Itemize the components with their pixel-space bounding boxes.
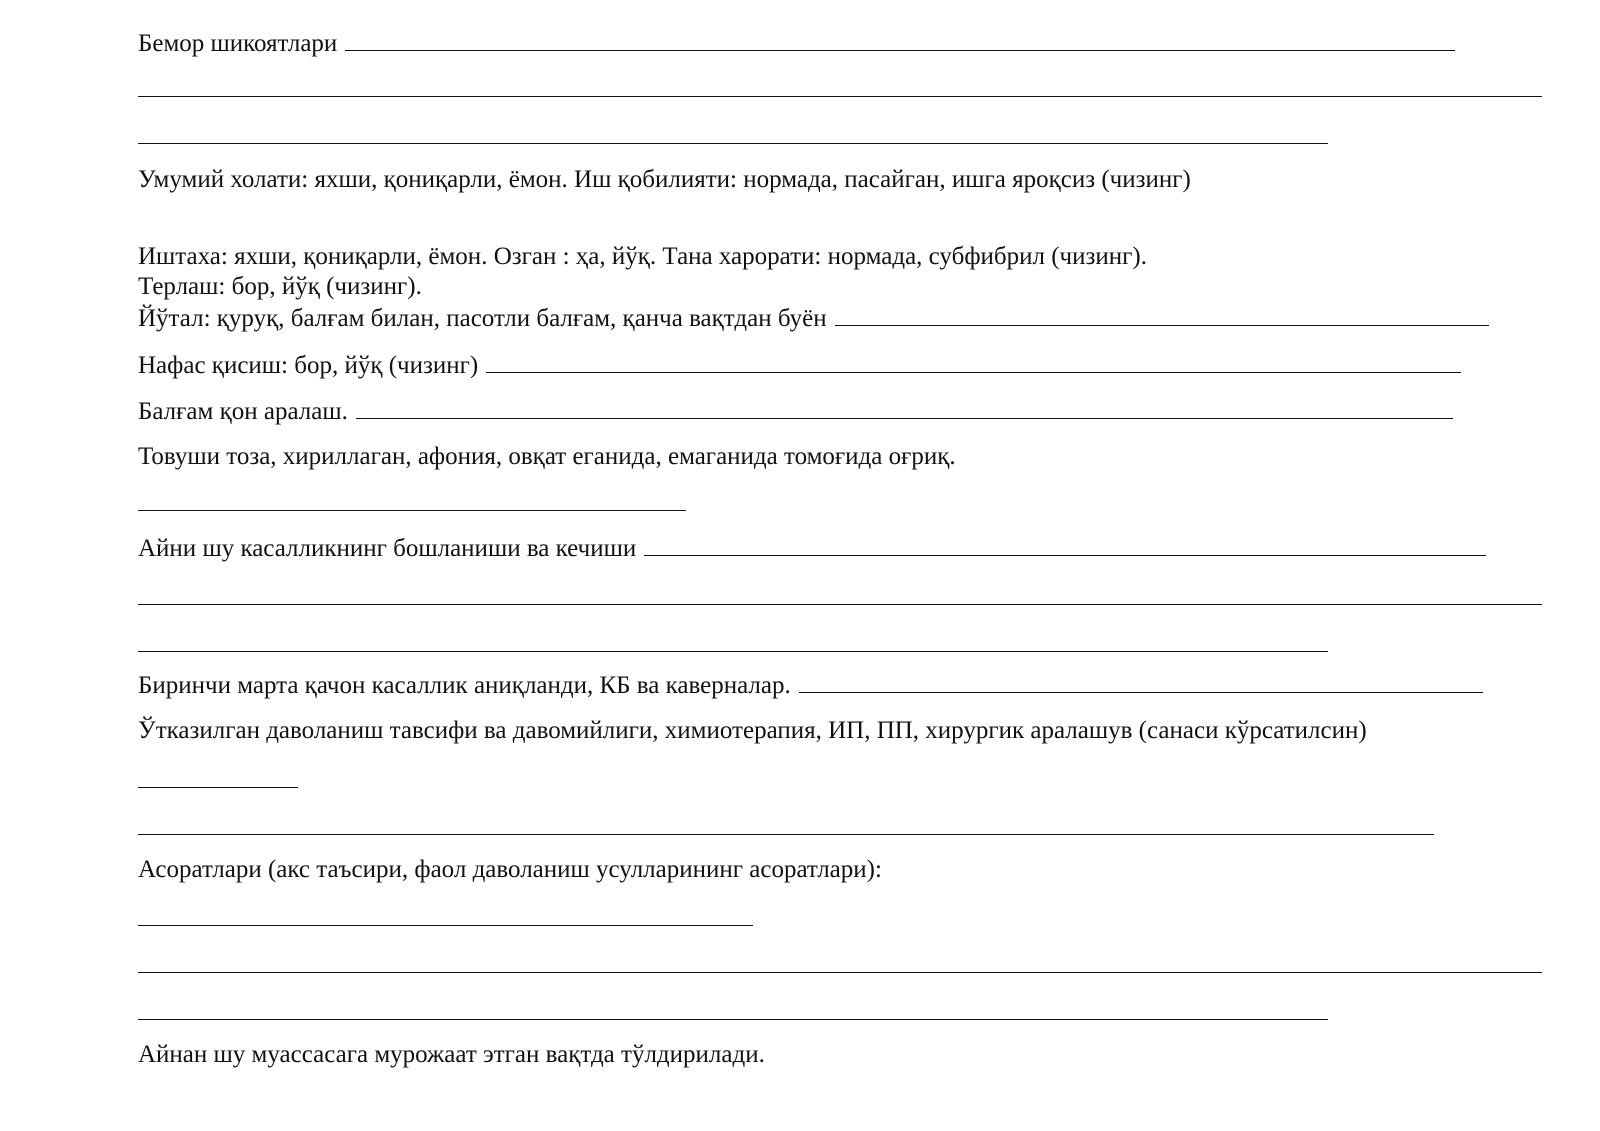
appetite-text: Иштаха: яхши, қониқарли, ёмон. Озган : ҳа, йўқ. Тана харорати: нормада, субфибрил (чизинг). — [138, 243, 1147, 270]
footer-note: Айнан шу муассасага мурожаат этган вақтда тўлдирилади. — [138, 1041, 765, 1068]
complaints-line-3[interactable] — [138, 143, 1328, 144]
dyspnea-row — [138, 350, 1461, 380]
complications-text: Асоратлари (акс таъсири, фаол даволаниш усулларининг асоратлари): — [138, 856, 882, 883]
treatment-line-1[interactable] — [138, 787, 298, 788]
sweating-text: Терлаш: бор, йўқ (чизинг). — [138, 273, 422, 300]
general-state-row — [138, 165, 1191, 195]
first-detected-row — [138, 670, 1483, 700]
hemoptysis-row — [138, 396, 1453, 426]
complaints-line-2[interactable] — [138, 96, 1542, 97]
voice-row — [138, 442, 956, 472]
complaints-row — [138, 28, 1455, 58]
hemoptysis-label: Балғам қон аралаш. — [138, 398, 348, 425]
dyspnea-label: Нафас қисиш: бор, йўқ (чизинг) — [138, 352, 479, 379]
hemoptysis-field[interactable] — [356, 396, 1453, 419]
onset-field[interactable] — [644, 533, 1486, 556]
treatment-text: Ўтказилган даволаниш тавсифи ва давомийлиги, химиотерапия, ИП, ПП, хирургик аралашув (санаси кўрсатилсин) — [138, 717, 1367, 744]
onset-label: Айни шу касалликнинг бошланиши ва кечиши — [138, 535, 637, 562]
onset-line-2[interactable] — [138, 604, 1542, 605]
cough-label: Йўтал: қуруқ, балғам билан, пасотли балғам, қанча вақтдан буён — [138, 305, 827, 332]
appetite-row — [138, 242, 1147, 272]
cough-duration-field[interactable] — [835, 303, 1489, 326]
cough-row — [138, 303, 1489, 333]
voice-line[interactable] — [138, 510, 686, 511]
complications-line-3[interactable] — [138, 1019, 1328, 1020]
complications-line-1[interactable] — [138, 925, 753, 926]
treatment-line-2[interactable] — [138, 834, 1434, 835]
complications-line-2[interactable] — [138, 972, 1542, 973]
sweating-row — [138, 272, 422, 302]
footer-note-row — [138, 1040, 765, 1070]
complaints-field[interactable] — [345, 28, 1455, 51]
onset-row — [138, 533, 1486, 563]
onset-line-3[interactable] — [138, 651, 1328, 652]
complaints-label: Бемор шикоятлари — [138, 30, 338, 57]
voice-text: Товуши тоза, хириллаган, афония, овқат еганида, емаганида томоғида оғриқ. — [138, 443, 956, 470]
complications-row — [138, 855, 882, 885]
treatment-row — [138, 716, 1367, 746]
first-detected-label: Биринчи марта қачон касаллик аниқланди, КБ ва каверналар. — [138, 672, 791, 699]
first-detected-field[interactable] — [799, 670, 1483, 693]
general-state-text: Умумий холати: яхши, қониқарли, ёмон. Иш қобилияти: нормада, пасайган, ишга яроқсиз (чизинг) — [138, 166, 1191, 193]
dyspnea-field[interactable] — [486, 350, 1461, 373]
